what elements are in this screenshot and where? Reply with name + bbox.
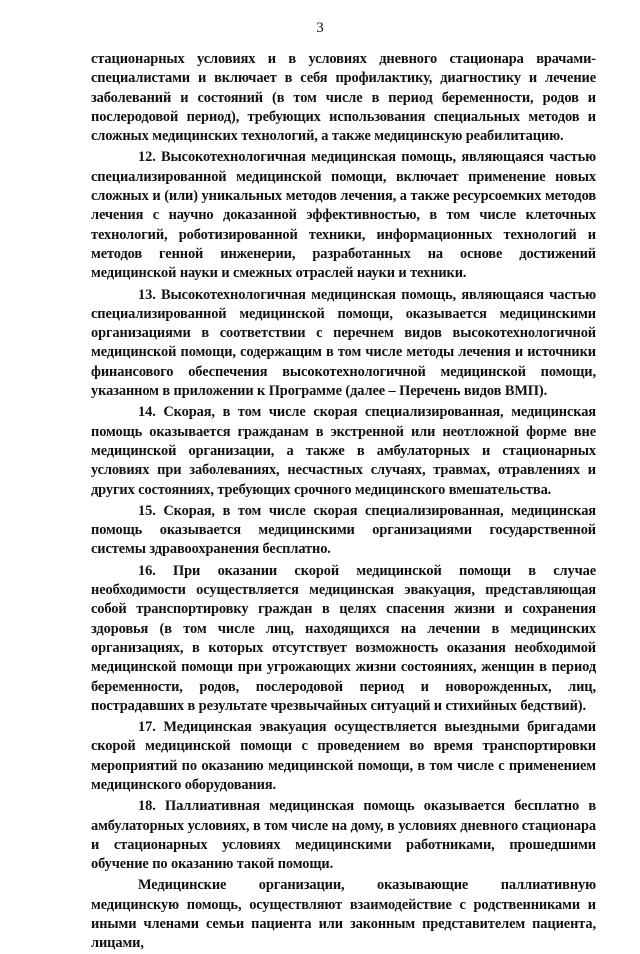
paragraph-continuation: стационарных условиях и в условиях дневного стационара врачами-специалистами и включает в себя профилактику, диагностику и лечение заболеваний и состояний (в том числе в период беременности, родов и послеродовой период), требующих использования специальных методов и сложных медицинских технологий, а также медицинскую реабилитацию. bbox=[91, 51, 596, 145]
paragraph-16: 16. При оказании скорой медицинской помощи в случае необходимости осуществляется медицинская эвакуация, представляющая собой транспортировку граждан в целях спасения жизни и сохранения здоровья (в том числе лиц, находящихся на лечении в медицинских организациях, в которых отсутствует возможность оказания необходимой медицинской помощи при угрожающих жизни состояниях, женщин в период беременности, родов, послеродовой период и новорожденных, лиц, пострадавших в результате чрезвычайных ситуаций и стихийных бедствий). bbox=[91, 562, 596, 714]
paragraph-17: 17. Медицинская эвакуация осуществляется выездными бригадами скорой медицинской помощи с проведением во время транспортировки мероприятий по оказанию медицинской помощи, в том числе с применением медицинского оборудования. bbox=[91, 719, 596, 793]
paragraph-18: 18. Паллиативная медицинская помощь оказывается бесплатно в амбулаторных условиях, в том числе на дому, в условиях дневного стационара и стационарных условиях медицинскими работниками, прошедшими обучение по оказанию такой помощи. bbox=[91, 798, 596, 873]
paragraph-14: 14. Скорая, в том числе скорая специализированная, медицинская помощь оказывается гражданам в экстренной или неотложной форме вне медицинской организации, а также в амбулаторных и стационарных условиях при заболеваниях, несчастных случаях, травмах, отравлениях и других состояниях, требующих срочного медицинского вмешательства. bbox=[91, 404, 596, 498]
paragraph-18-continued: Медицинские организации, оказывающие паллиативную медицинскую помощь, осуществляют взаимодействие с родственниками и иными членами семьи пациента или законным представителем пациента, лицами, bbox=[91, 877, 596, 952]
paragraph-13: 13. Высокотехнологичная медицинская помощь, являющаяся частью специализированной медицинской помощи, оказывается медицинскими организациями в соответствии с перечнем видов высокотехнологичной медицинской помощи, содержащим в том числе методы лечения и источники финансового обеспечения высокотехнологичной медицинской помощи, указанном в приложении к Программе (далее – Перечень видов ВМП). bbox=[91, 286, 596, 400]
document-body bbox=[91, 50, 596, 954]
paragraph-15: 15. Скорая, в том числе скорая специализированная, медицинская помощь оказывается медицинскими организациями государственной системы здравоохранения бесплатно. bbox=[91, 502, 596, 558]
page-number: 3 bbox=[316, 20, 324, 36]
paragraph-12: 12. Высокотехнологичная медицинская помощь, являющаяся частью специализированной медицинской помощи, включает применение новых сложных и (или) уникальных методов лечения, а также ресурсоемких методов лечения с научно доказанной эффективностью, в том числе клеточных технологий, роботизированной техники, информационных технологий и методов генной инженерии, разработанных на основе достижений медицинской науки и смежных отраслей науки и техники. bbox=[91, 149, 596, 282]
